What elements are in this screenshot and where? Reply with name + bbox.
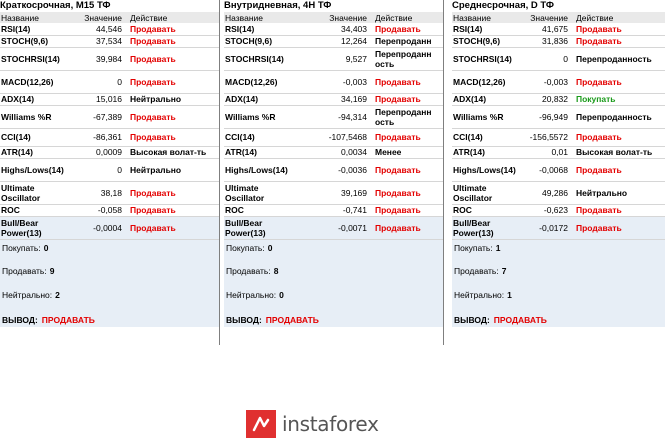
indicator-value: 49,286: [516, 181, 572, 204]
panel-title: Краткосрочная, M15 ТФ: [0, 0, 111, 11]
table-row: [224, 204, 443, 216]
indicator-name: ATR(14): [452, 146, 516, 158]
indicator-name: Ultimate Oscillator: [452, 181, 516, 204]
indicator-name: Ultimate Oscillator: [224, 181, 288, 204]
indicator-value: -0,0004: [64, 216, 126, 239]
indicator-value: -107,5468: [288, 128, 371, 146]
indicator-value: -0,0071: [288, 216, 371, 239]
indicator-action: Продавать: [126, 47, 219, 70]
indicator-action: Продавать: [371, 181, 443, 204]
indicator-value: -96,949: [516, 105, 572, 128]
indicator-name: Ultimate Oscillator: [0, 181, 64, 204]
indicator-action: Продавать: [572, 204, 665, 216]
indicator-name: MACD(12,26): [0, 70, 64, 93]
summary-sell-count: 7: [501, 265, 507, 276]
indicator-value: -0,623: [516, 204, 572, 216]
indicator-name: RSI(14): [452, 23, 516, 35]
table-row: [452, 146, 665, 158]
table-row: [224, 128, 443, 146]
indicator-value: 41,675: [516, 23, 572, 35]
indicator-name: ADX(14): [0, 93, 64, 105]
summary-buy-label: Покупать:: [2, 242, 41, 253]
indicator-value: -0,058: [64, 204, 126, 216]
instaforex-logo: [246, 410, 416, 438]
summary-verdict: [2, 315, 95, 325]
table-header-row: [452, 12, 665, 23]
table-header-row: [0, 12, 219, 23]
col-header-action: Действие: [126, 12, 219, 23]
table-row: [452, 216, 665, 239]
summary-buy-count: 0: [267, 242, 273, 253]
indicator-value: 0,0034: [288, 146, 371, 158]
table-row: [0, 93, 219, 105]
indicator-value: -0,741: [288, 204, 371, 216]
indicator-value: 39,169: [288, 181, 371, 204]
table-row: [0, 70, 219, 93]
indicator-name: Highs/Lows(14): [0, 158, 64, 181]
panel-title: Внутридневная, 4H ТФ: [224, 0, 332, 11]
indicator-value: -94,314: [288, 105, 371, 128]
table-row: [452, 23, 665, 35]
panel-medium-term: [452, 0, 665, 345]
indicator-action: Продавать: [126, 181, 219, 204]
verdict-label: ВЫВОД:: [454, 314, 490, 325]
table-row: [0, 146, 219, 158]
indicator-action: Продавать: [572, 35, 665, 47]
table-row: [0, 23, 219, 35]
indicator-name: STOCHRSI(14): [224, 47, 288, 70]
indicator-value: -0,0036: [288, 158, 371, 181]
table-row: [452, 93, 665, 105]
indicator-action: Продавать: [371, 158, 443, 181]
indicator-value: 15,016: [64, 93, 126, 105]
summary-neutral-label: Нейтрально:: [2, 289, 53, 300]
indicator-name: Bull/Bear Power(13): [0, 216, 64, 239]
indicator-value: -86,361: [64, 128, 126, 146]
indicator-value: 12,264: [288, 35, 371, 47]
indicator-name: Bull/Bear Power(13): [452, 216, 516, 239]
summary-sell-count: 9: [49, 265, 55, 276]
indicator-name: ATR(14): [0, 146, 64, 158]
indicator-value: 0,01: [516, 146, 572, 158]
indicator-action: Перепроданн ость: [371, 105, 443, 128]
summary-buy: [2, 243, 48, 253]
indicator-name: Williams %R: [452, 105, 516, 128]
indicator-action: Продавать: [126, 216, 219, 239]
indicator-name: CCI(14): [0, 128, 64, 146]
logo-wordmark: instaforex: [282, 412, 379, 436]
indicator-action: Продавать: [371, 93, 443, 105]
col-header-value: Значение: [64, 12, 126, 23]
indicator-action: Продавать: [126, 105, 219, 128]
indicator-name: STOCHRSI(14): [0, 47, 64, 70]
indicator-name: STOCH(9,6): [452, 35, 516, 47]
indicator-value: 37,534: [64, 35, 126, 47]
indicator-action: Перепроданн: [371, 35, 443, 47]
summary-neutral-label: Нейтрально:: [226, 289, 277, 300]
indicator-action: Продавать: [126, 128, 219, 146]
verdict-label: ВЫВОД:: [2, 314, 38, 325]
indicator-name: Bull/Bear Power(13): [224, 216, 288, 239]
table-row: [224, 23, 443, 35]
indicator-action: Продавать: [572, 70, 665, 93]
indicator-action: Продавать: [572, 216, 665, 239]
indicator-action: Продавать: [371, 216, 443, 239]
indicator-value: 44,546: [64, 23, 126, 35]
summary-sell: [226, 266, 278, 276]
indicator-action: Высокая волат-ть: [126, 146, 219, 158]
indicator-action: Перепроданн ость: [371, 47, 443, 70]
summary-block: [0, 240, 219, 327]
table-row: [0, 35, 219, 47]
indicator-name: Williams %R: [0, 105, 64, 128]
indicator-name: ADX(14): [224, 93, 288, 105]
summary-sell: [2, 266, 54, 276]
indicator-name: ROC: [0, 204, 64, 216]
indicator-action: Продавать: [572, 23, 665, 35]
indicators-table: [0, 12, 219, 240]
summary-buy-count: 1: [495, 242, 501, 253]
indicator-value: -0,0068: [516, 158, 572, 181]
indicator-name: STOCH(9,6): [0, 35, 64, 47]
table-row: [0, 47, 219, 70]
indicator-name: CCI(14): [452, 128, 516, 146]
col-header-value: Значение: [516, 12, 572, 23]
table-row: [0, 216, 219, 239]
table-row: [452, 128, 665, 146]
indicator-value: -156,5572: [516, 128, 572, 146]
indicator-action: Нейтрально: [572, 181, 665, 204]
panel-title: Среднесрочная, D ТФ: [452, 0, 554, 11]
col-header-name: Название: [0, 12, 64, 23]
table-row: [0, 204, 219, 216]
indicator-name: STOCH(9,6): [224, 35, 288, 47]
table-row: [224, 181, 443, 204]
indicator-value: -67,389: [64, 105, 126, 128]
indicator-name: CCI(14): [224, 128, 288, 146]
summary-neutral: [226, 290, 284, 300]
indicator-value: 39,984: [64, 47, 126, 70]
table-row: [452, 181, 665, 204]
indicator-value: 9,527: [288, 47, 371, 70]
summary-block: [224, 240, 443, 327]
indicator-name: ATR(14): [224, 146, 288, 158]
indicator-value: -0,003: [288, 70, 371, 93]
indicator-action: Покупать: [572, 93, 665, 105]
table-row: [452, 105, 665, 128]
indicator-value: 20,832: [516, 93, 572, 105]
indicator-action: Продавать: [371, 70, 443, 93]
table-row: [452, 204, 665, 216]
table-row: [452, 158, 665, 181]
summary-neutral-label: Нейтрально:: [454, 289, 505, 300]
table-row: [224, 146, 443, 158]
instaforex-logo-icon: [246, 410, 276, 438]
indicator-action: Продавать: [126, 23, 219, 35]
col-header-action: Действие: [572, 12, 665, 23]
indicator-action: Продавать: [371, 23, 443, 35]
indicator-name: MACD(12,26): [452, 70, 516, 93]
col-header-value: Значение: [288, 12, 371, 23]
indicator-name: ROC: [224, 204, 288, 216]
table-row: [224, 105, 443, 128]
summary-block: [452, 240, 665, 327]
summary-neutral-count: 2: [55, 289, 60, 300]
summary-verdict: [226, 315, 319, 325]
indicator-action: Перепроданность: [572, 47, 665, 70]
table-row: [0, 181, 219, 204]
indicator-action: Менее: [371, 146, 443, 158]
col-header-action: Действие: [371, 12, 443, 23]
summary-sell-label: Продавать:: [454, 265, 499, 276]
col-header-name: Название: [224, 12, 288, 23]
indicator-name: Highs/Lows(14): [224, 158, 288, 181]
indicator-action: Продавать: [126, 204, 219, 216]
indicator-action: Продавать: [126, 70, 219, 93]
summary-buy: [226, 243, 272, 253]
table-row: [224, 70, 443, 93]
table-row: [224, 47, 443, 70]
col-header-name: Название: [452, 12, 516, 23]
indicator-action: Продавать: [572, 158, 665, 181]
table-row: [452, 35, 665, 47]
indicator-action: Нейтрально: [126, 93, 219, 105]
summary-neutral-count: 1: [507, 289, 512, 300]
indicator-name: Williams %R: [224, 105, 288, 128]
indicators-table: [452, 12, 665, 240]
verdict-value: ПРОДАВАТЬ: [41, 314, 95, 325]
verdict-value: ПРОДАВАТЬ: [265, 314, 319, 325]
indicator-action: Нейтрально: [126, 158, 219, 181]
table-header-row: [224, 12, 443, 23]
summary-buy: [454, 243, 500, 253]
table-row: [452, 47, 665, 70]
indicator-value: 0: [64, 158, 126, 181]
indicator-name: STOCHRSI(14): [452, 47, 516, 70]
table-row: [224, 158, 443, 181]
summary-verdict: [454, 315, 547, 325]
table-row: [0, 128, 219, 146]
indicator-value: 0: [64, 70, 126, 93]
indicator-action: Продавать: [371, 204, 443, 216]
indicator-value: 31,836: [516, 35, 572, 47]
indicator-action: Перепроданность: [572, 105, 665, 128]
summary-neutral: [2, 290, 60, 300]
indicator-value: 0: [516, 47, 572, 70]
indicator-value: -0,003: [516, 70, 572, 93]
indicator-action: Продавать: [572, 128, 665, 146]
panel-short-term: [0, 0, 219, 345]
indicator-name: MACD(12,26): [224, 70, 288, 93]
summary-buy-label: Покупать:: [454, 242, 493, 253]
indicator-name: RSI(14): [0, 23, 64, 35]
summary-sell-label: Продавать:: [226, 265, 271, 276]
indicator-name: ROC: [452, 204, 516, 216]
panel-intraday: [224, 0, 443, 345]
indicator-value: 0,0009: [64, 146, 126, 158]
summary-buy-label: Покупать:: [226, 242, 265, 253]
indicator-name: RSI(14): [224, 23, 288, 35]
verdict-label: ВЫВОД:: [226, 314, 262, 325]
indicator-value: -0,0172: [516, 216, 572, 239]
indicator-name: ADX(14): [452, 93, 516, 105]
indicator-action: Высокая волат-ть: [572, 146, 665, 158]
indicator-value: 34,169: [288, 93, 371, 105]
table-row: [0, 105, 219, 128]
table-row: [452, 70, 665, 93]
summary-neutral: [454, 290, 512, 300]
table-row: [224, 216, 443, 239]
verdict-value: ПРОДАВАТЬ: [493, 314, 547, 325]
summary-sell: [454, 266, 506, 276]
table-row: [0, 158, 219, 181]
indicator-value: 34,403: [288, 23, 371, 35]
summary-sell-label: Продавать:: [2, 265, 47, 276]
summary-neutral-count: 0: [279, 289, 284, 300]
indicators-table: [224, 12, 443, 240]
summary-buy-count: 0: [43, 242, 49, 253]
indicator-value: 38,18: [64, 181, 126, 204]
indicator-name: Highs/Lows(14): [452, 158, 516, 181]
table-row: [224, 93, 443, 105]
table-row: [224, 35, 443, 47]
indicator-action: Продавать: [126, 35, 219, 47]
indicator-action: Продавать: [371, 128, 443, 146]
summary-sell-count: 8: [273, 265, 279, 276]
